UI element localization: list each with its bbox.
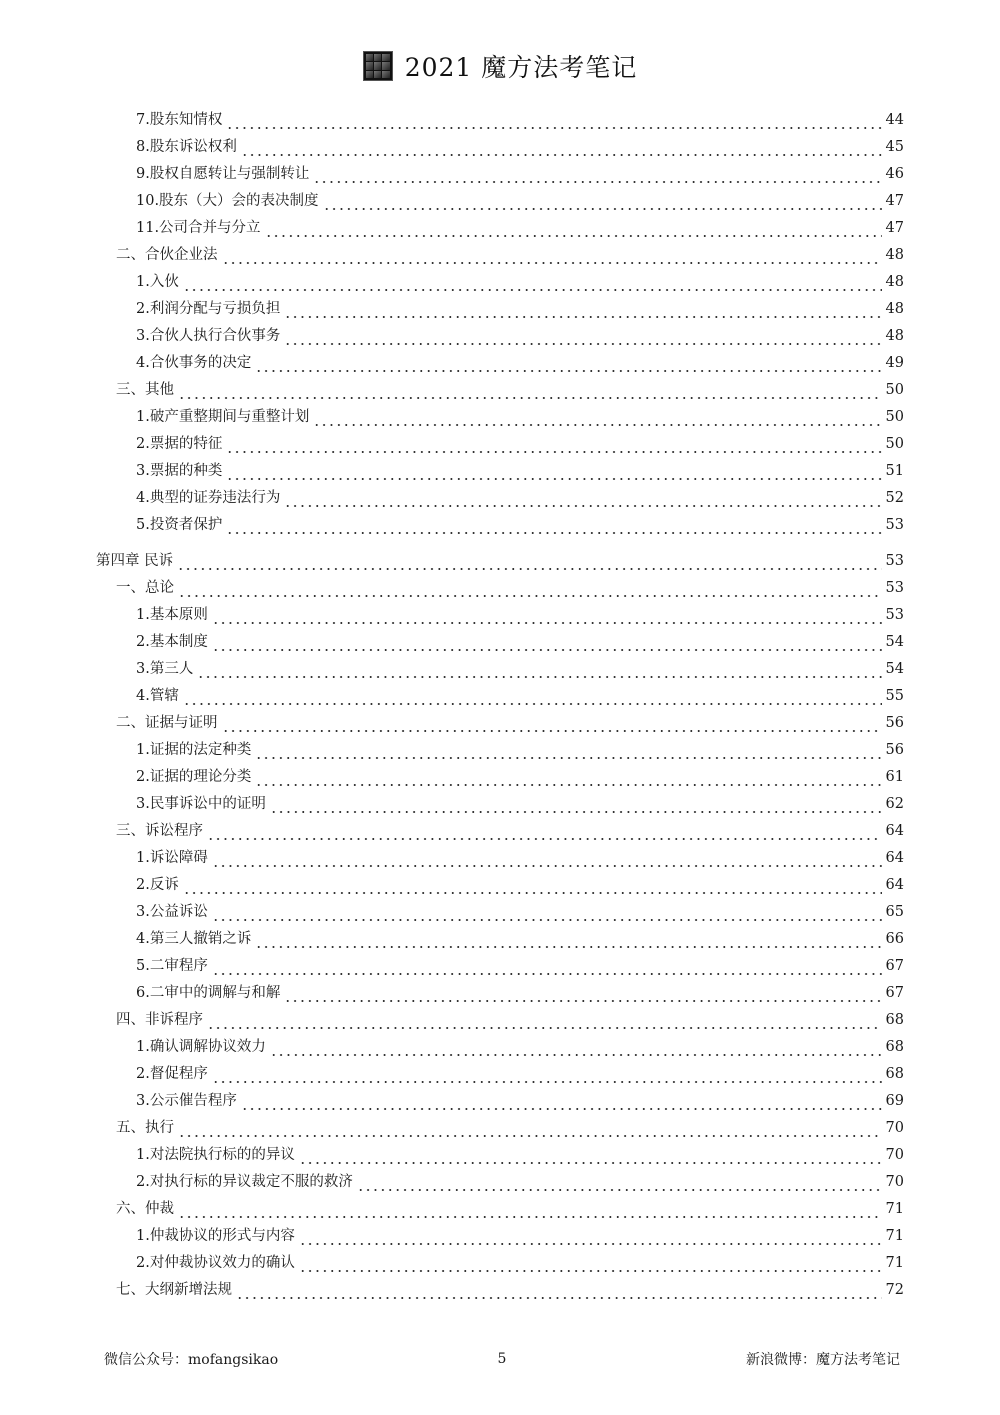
toc-entry[interactable]: [96, 1034, 904, 1061]
toc-entry-page: 47: [885, 193, 904, 209]
toc-entry-page: 54: [885, 661, 904, 677]
toc-entry-label: 1.破产重整期间与重整计划: [136, 409, 310, 425]
toc-entry-label: 2.对执行标的异议裁定不服的救济: [136, 1174, 353, 1190]
toc-entry[interactable]: [96, 764, 904, 791]
toc-leader-dots: [212, 899, 882, 926]
toc-entry-page: 64: [885, 850, 904, 866]
toc-entry-label: 六、仲裁: [116, 1201, 174, 1217]
toc-entry-page: 64: [885, 823, 904, 839]
toc-leader-dots: [323, 188, 882, 215]
toc-entry[interactable]: [96, 1061, 904, 1088]
toc-entry-page: 61: [885, 769, 904, 785]
toc-entry-page: 68: [885, 1012, 904, 1028]
footer-page-number: 5: [497, 1351, 507, 1367]
toc-entry[interactable]: [96, 683, 904, 710]
toc-entry[interactable]: [96, 350, 904, 377]
toc-leader-dots: [183, 872, 882, 899]
toc-entry-label: 1.基本原则: [136, 607, 208, 623]
toc-entry-label: 3.第三人: [136, 661, 194, 677]
toc-entry-label: 三、其他: [116, 382, 174, 398]
toc-entry-label: 4.管辖: [136, 688, 179, 704]
toc-leader-dots: [178, 1196, 882, 1223]
toc-entry-label: 四、非诉程序: [116, 1012, 203, 1028]
toc-entry[interactable]: [96, 710, 904, 737]
toc-leader-dots: [241, 134, 882, 161]
toc-entry[interactable]: [96, 188, 904, 215]
toc-entry-page: 56: [885, 742, 904, 758]
toc-entry-label: 1.证据的法定种类: [136, 742, 252, 758]
toc-entry-label: 5.投资者保护: [136, 517, 223, 533]
toc-entry-page: 67: [885, 958, 904, 974]
toc-entry-page: 64: [885, 877, 904, 893]
toc-entry[interactable]: [96, 872, 904, 899]
toc-leader-dots: [178, 1115, 882, 1142]
page-header: [0, 46, 1000, 86]
toc-entry-page: 53: [885, 580, 904, 596]
footer-weibo: 新浪微博：魔方法考笔记: [746, 1352, 900, 1368]
toc-entry[interactable]: [96, 485, 904, 512]
toc-leader-dots: [183, 269, 882, 296]
toc-leader-dots: [212, 602, 882, 629]
toc-leader-dots: [255, 737, 881, 764]
toc-entry-page: 71: [885, 1255, 904, 1271]
toc-entry[interactable]: [96, 269, 904, 296]
toc-entry-label: 一、总论: [116, 580, 174, 596]
toc-entry-label: 2.基本制度: [136, 634, 208, 650]
toc-entry[interactable]: [96, 845, 904, 872]
toc-entry[interactable]: [96, 1277, 904, 1304]
toc-entry-label: 8.股东诉讼权利: [136, 139, 237, 155]
toc-entry-label: 3.公益诉讼: [136, 904, 208, 920]
toc-entry-page: 54: [885, 634, 904, 650]
footer-wechat: 微信公众号：mofangsikao: [104, 1352, 279, 1368]
toc-entry[interactable]: [96, 431, 904, 458]
toc-entry[interactable]: [96, 458, 904, 485]
toc-entry[interactable]: [96, 1142, 904, 1169]
toc-leader-dots: [212, 1061, 882, 1088]
toc-leader-dots: [270, 1034, 882, 1061]
toc-entry[interactable]: [96, 1088, 904, 1115]
toc-entry[interactable]: [96, 215, 904, 242]
toc-leader-dots: [313, 404, 881, 431]
toc-leader-dots: [284, 980, 881, 1007]
toc-entry-page: 52: [885, 490, 904, 506]
toc-entry-page: 56: [885, 715, 904, 731]
toc-entry[interactable]: [96, 656, 904, 683]
toc-entry-label: 1.确认调解协议效力: [136, 1039, 266, 1055]
toc-leader-dots: [207, 1007, 882, 1034]
toc-entry-page: 53: [885, 607, 904, 623]
toc-entry-label: 三、诉讼程序: [116, 823, 203, 839]
toc-leader-dots: [222, 710, 882, 737]
toc-leader-dots: [255, 926, 881, 953]
toc-entry-label: 2.反诉: [136, 877, 179, 893]
toc-entry-page: 62: [885, 796, 904, 812]
toc-entry-page: 72: [885, 1282, 904, 1298]
toc-entry[interactable]: [96, 818, 904, 845]
toc-entry-page: 65: [885, 904, 904, 920]
toc-leader-dots: [255, 350, 881, 377]
toc-leader-dots: [183, 683, 882, 710]
toc-entry-page: 48: [885, 247, 904, 263]
toc-entry[interactable]: [96, 1223, 904, 1250]
toc-leader-dots: [313, 161, 881, 188]
toc-entry[interactable]: [96, 1115, 904, 1142]
toc-entry-label: 七、大纲新增法规: [116, 1282, 232, 1298]
toc-entry[interactable]: [96, 242, 904, 269]
toc-leader-dots: [226, 512, 881, 539]
toc-entry-label: 1.诉讼障碍: [136, 850, 208, 866]
toc-entry-page: 48: [885, 274, 904, 290]
toc-entry[interactable]: [96, 377, 904, 404]
toc-entry[interactable]: [96, 1007, 904, 1034]
toc-entry-page: 50: [885, 436, 904, 452]
toc-entry-page: 50: [885, 382, 904, 398]
toc-leader-dots: [265, 215, 882, 242]
toc-entry[interactable]: [96, 107, 904, 134]
toc-entry-label: 二、合伙企业法: [116, 247, 218, 263]
toc-leader-dots: [207, 818, 882, 845]
toc-entry[interactable]: [96, 737, 904, 764]
toc-entry-label: 7.股东知情权: [136, 112, 223, 128]
toc-entry-page: 68: [885, 1039, 904, 1055]
toc-entry-label: 9.股权自愿转让与强制转让: [136, 166, 310, 182]
toc-entry[interactable]: [96, 296, 904, 323]
toc-entry-page: 47: [885, 220, 904, 236]
toc-entry[interactable]: [96, 1250, 904, 1277]
toc-leader-dots: [212, 845, 882, 872]
toc-entry-page: 70: [885, 1120, 904, 1136]
toc-entry[interactable]: [96, 575, 904, 602]
toc-entry[interactable]: [96, 602, 904, 629]
page-footer: [104, 1347, 900, 1371]
toc-leader-dots: [222, 242, 882, 269]
toc-entry-label: 第四章 民诉: [96, 553, 174, 569]
toc-entry-label: 3.票据的种类: [136, 463, 223, 479]
toc-entry-page: 55: [885, 688, 904, 704]
table-of-contents: [96, 107, 904, 1304]
toc-leader-dots: [284, 323, 881, 350]
toc-leader-dots: [212, 953, 882, 980]
toc-leader-dots: [197, 656, 881, 683]
toc-leader-dots: [226, 431, 881, 458]
toc-entry-label: 4.典型的证券违法行为: [136, 490, 281, 506]
toc-entry-label: 2.督促程序: [136, 1066, 208, 1082]
toc-entry-label: 11.公司合并与分立: [136, 220, 261, 236]
page-title: 2021 魔方法考笔记: [404, 53, 638, 82]
toc-entry-label: 3.民事诉讼中的证明: [136, 796, 266, 812]
toc-leader-dots: [212, 629, 882, 656]
toc-entry-page: 71: [885, 1228, 904, 1244]
toc-entry[interactable]: [96, 629, 904, 656]
toc-leader-dots: [226, 107, 881, 134]
toc-entry[interactable]: [96, 791, 904, 818]
toc-entry-page: 45: [885, 139, 904, 155]
toc-entry[interactable]: [96, 134, 904, 161]
toc-entry-page: 69: [885, 1093, 904, 1109]
toc-leader-dots: [284, 485, 881, 512]
toc-leader-dots: [299, 1142, 882, 1169]
toc-leader-dots: [178, 377, 882, 404]
toc-entry-label: 4.合伙事务的决定: [136, 355, 252, 371]
toc-leader-dots: [255, 764, 881, 791]
toc-entry-page: 51: [885, 463, 904, 479]
toc-leader-dots: [226, 458, 881, 485]
toc-leader-dots: [357, 1169, 882, 1196]
toc-entry[interactable]: [96, 980, 904, 1007]
toc-entry-label: 2.利润分配与亏损负担: [136, 301, 281, 317]
toc-entry-page: 68: [885, 1066, 904, 1082]
toc-entry[interactable]: [96, 161, 904, 188]
toc-entry[interactable]: [96, 512, 904, 539]
toc-entry-label: 3.公示催告程序: [136, 1093, 237, 1109]
toc-entry-page: 46: [885, 166, 904, 182]
toc-entry[interactable]: [96, 899, 904, 926]
toc-entry-page: 67: [885, 985, 904, 1001]
toc-entry-label: 6.二审中的调解与和解: [136, 985, 281, 1001]
toc-leader-dots: [299, 1250, 882, 1277]
toc-entry-label: 4.第三人撤销之诉: [136, 931, 252, 947]
toc-entry-label: 2.证据的理论分类: [136, 769, 252, 785]
toc-entry-page: 50: [885, 409, 904, 425]
toc-entry[interactable]: [96, 404, 904, 431]
toc-entry-page: 66: [885, 931, 904, 947]
toc-entry-page: 53: [885, 553, 904, 569]
toc-leader-dots: [270, 791, 882, 818]
rubik-cube-icon: [363, 51, 393, 81]
toc-entry-page: 48: [885, 328, 904, 344]
toc-leader-dots: [177, 548, 881, 575]
toc-entry-label: 2.对仲裁协议效力的确认: [136, 1255, 295, 1271]
toc-entry-page: 49: [885, 355, 904, 371]
toc-entry[interactable]: [96, 323, 904, 350]
toc-entry-page: 70: [885, 1147, 904, 1163]
toc-entry-page: 71: [885, 1201, 904, 1217]
toc-entry-label: 1.仲裁协议的形式与内容: [136, 1228, 295, 1244]
toc-entry[interactable]: [96, 1169, 904, 1196]
toc-entry-label: 3.合伙人执行合伙事务: [136, 328, 281, 344]
toc-leader-dots: [241, 1088, 882, 1115]
toc-entry-label: 1.入伙: [136, 274, 179, 290]
toc-leader-dots: [178, 575, 882, 602]
toc-entry-label: 2.票据的特征: [136, 436, 223, 452]
toc-entry-label: 二、证据与证明: [116, 715, 218, 731]
toc-entry[interactable]: [96, 953, 904, 980]
toc-leader-dots: [284, 296, 881, 323]
toc-entry[interactable]: [96, 1196, 904, 1223]
toc-entry[interactable]: [96, 548, 904, 575]
toc-entry-label: 5.二审程序: [136, 958, 208, 974]
toc-entry-page: 48: [885, 301, 904, 317]
toc-entry[interactable]: [96, 926, 904, 953]
toc-entry-page: 44: [885, 112, 904, 128]
toc-entry-label: 10.股东（大）会的表决制度: [136, 193, 319, 209]
toc-entry-label: 五、执行: [116, 1120, 174, 1136]
toc-entry-page: 70: [885, 1174, 904, 1190]
toc-entry-page: 53: [885, 517, 904, 533]
toc-entry-label: 1.对法院执行标的的异议: [136, 1147, 295, 1163]
toc-leader-dots: [236, 1277, 882, 1304]
toc-leader-dots: [299, 1223, 882, 1250]
